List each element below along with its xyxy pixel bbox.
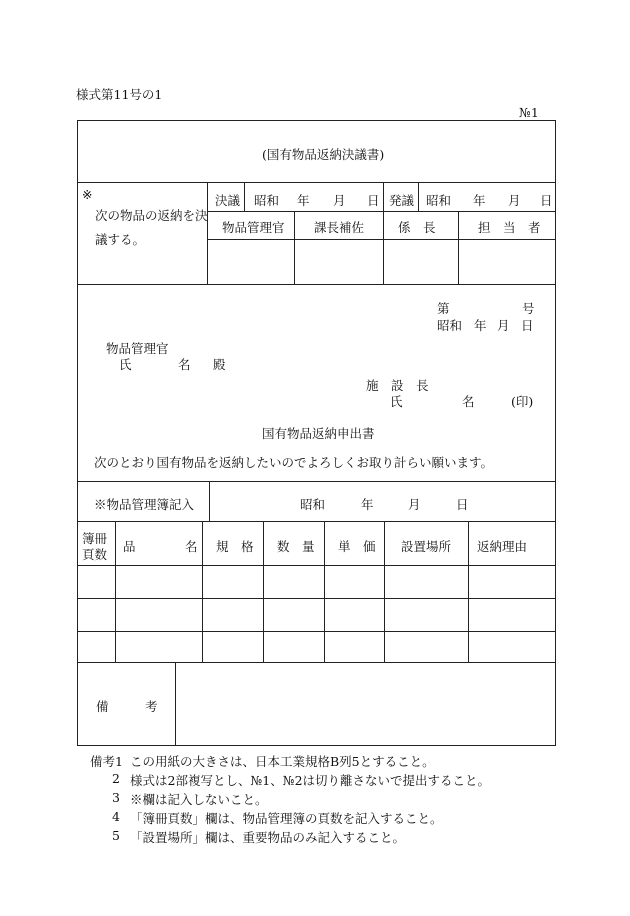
kesshi-era: 昭和 [254,193,280,208]
hakki-day: 日 [540,193,553,208]
decision-text-line1: 次の物品の返納を決 [95,208,208,223]
decision-text-line2: 議する。 [95,232,146,247]
header-spec: 規 格 [216,539,254,554]
table-row[interactable] [78,632,555,662]
note-number: 4 [112,809,120,824]
hakki-label: 発議 [389,193,415,208]
addressee-mei: 名 [178,357,191,372]
header-return-reason: 返納理由 [477,539,528,554]
request-body: 次のとおり国有物品を返納したいのでよろしくお取り計らい願います。 [94,455,494,470]
role-property-manager: 物品管理官 [222,220,285,235]
kesshi-day: 日 [367,193,380,208]
header-quantity: 数 量 [277,539,315,554]
ledger-label: ※物品管理簿記入 [94,497,195,512]
request-heading: 国有物品返納申出書 [262,426,375,441]
sender-title: 施 設 長 [366,378,429,393]
header-unit-price: 単 価 [338,539,376,554]
header-page-line1: 簿冊 [82,531,108,546]
note-item: この用紙の大きさは、日本工業規格B列5とすること。 [130,754,435,769]
note-item: ※欄は記入しないこと。 [130,792,268,807]
role-deputy-chief: 課長補佐 [314,220,365,235]
header-item-name-a: 品 [123,539,136,554]
request-date-year: 年 [474,318,487,333]
kesshi-year: 年 [297,193,310,208]
sender-mei: 名 [462,394,475,409]
note-item: 「設置場所」欄は、重要物品のみ記入すること。 [130,830,406,845]
table-row[interactable] [78,599,555,631]
notes-heading: 備考1 [90,754,123,769]
header-location: 設置場所 [401,539,452,554]
kesshi-month: 月 [333,193,346,208]
request-date-month: 月 [497,318,510,333]
form-number: 様式第11号の1 [76,87,163,102]
sender-shi: 氏 [390,394,403,409]
remarks-label-a: 備 [96,699,109,714]
addressee-title: 物品管理官 [106,341,169,356]
hakki-era: 昭和 [426,193,452,208]
note-item: 「簿冊頁数」欄は、物品管理簿の頁数を記入すること。 [130,811,443,826]
ledger-month: 月 [408,497,421,512]
role-staff: 担 当 者 [478,220,541,235]
remarks-label-b: 考 [145,699,158,714]
header-item-name-b: 名 [185,539,198,554]
role-section-chief: 係 長 [398,220,436,235]
request-date-day: 日 [521,318,534,333]
ledger-day: 日 [456,497,469,512]
ledger-era: 昭和 [300,497,326,512]
table-row[interactable] [78,566,555,598]
hakki-month: 月 [508,193,521,208]
addressee-shi: 氏 [119,357,132,372]
kesshi-label: 決議 [215,193,241,208]
hakki-year: 年 [473,193,486,208]
note-number: 2 [112,771,120,786]
ledger-year: 年 [361,497,374,512]
addressee-dono: 殿 [213,357,226,372]
doc-dai: 第 [437,301,450,316]
page-number: №1 [519,105,539,120]
seal-mark: (印) [511,394,534,409]
request-date-era: 昭和 [437,318,463,333]
asterisk-mark: ※ [82,187,93,202]
header-page-line2: 頁数 [82,547,108,562]
note-item: 様式は2部複写とし、№1、№2は切り離さないで提出すること。 [130,773,491,788]
remarks-field[interactable] [176,663,555,745]
note-number: 3 [112,790,120,805]
form-title: (国有物品返納決議書) [262,147,385,162]
note-number: 5 [112,828,120,843]
doc-go: 号 [522,301,535,316]
